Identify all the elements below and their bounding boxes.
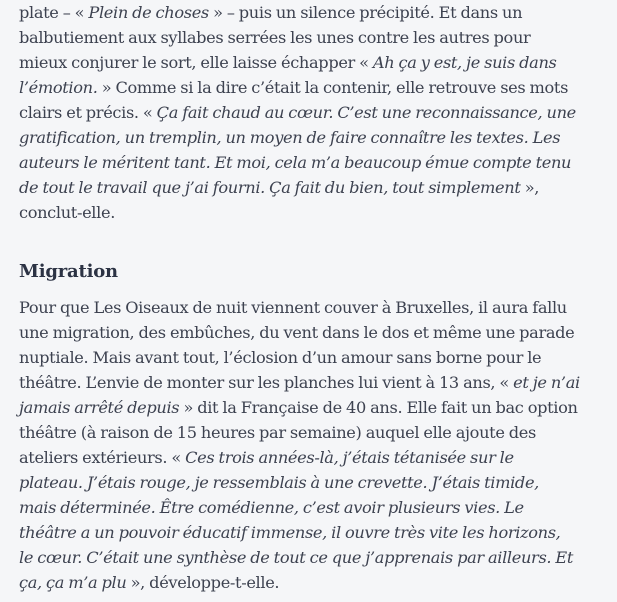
body-text: », développe-t-elle. (126, 573, 280, 592)
quote-text: Ça fait chaud au cœur. C’est une reconnaissance, une (156, 103, 576, 122)
body-text: nuptiale. Mais avant tout, l’éclosion d’un amour sans borne pour le (19, 348, 542, 367)
quote-text: le cœur. C’était une synthèse de tout ce que j’apprenais par ailleurs. Et (19, 548, 574, 567)
text-line (19, 520, 579, 545)
text-line (19, 320, 579, 345)
body-text: » – puis un silence précipité. Et dans un (208, 3, 523, 22)
text-line (19, 75, 579, 100)
body-text: conclut-elle. (19, 203, 115, 222)
article-paragraph-1 (19, 0, 579, 225)
quote-text: gratification, un tremplin, un moyen de faire connaître les textes. Les (19, 128, 561, 147)
text-line (19, 345, 579, 370)
quote-text: théâtre a un pouvoir éducatif immense, il ouvre très vite les horizons, (19, 523, 561, 542)
text-line (19, 445, 579, 470)
text-line (19, 100, 579, 125)
text-line (19, 570, 579, 595)
body-text: ateliers extérieurs. « (19, 448, 186, 467)
section-heading-migration: Migration (19, 261, 118, 282)
text-line (19, 0, 579, 25)
body-text: théâtre (à raison de 15 heures par semaine) auquel elle ajoute des (19, 423, 536, 442)
body-text: théâtre. L’envie de monter sur les planches lui vient à 13 ans, « (19, 373, 514, 392)
body-text: mieux conjurer le sort, elle laisse échapper « (19, 53, 373, 72)
quote-text: auteurs le méritent tant. Et moi, cela m’a beaucoup émue compte tenu (19, 153, 572, 172)
body-text: clairs et précis. « (19, 103, 157, 122)
text-line (19, 175, 579, 200)
text-line (19, 200, 579, 225)
quote-text: et je n’ai (513, 373, 580, 392)
text-line (19, 470, 579, 495)
text-line (19, 25, 579, 50)
quote-text: mais déterminée. Être comédienne, c’est avoir plusieurs vies. Le (19, 498, 524, 517)
quote-text: plateau. J’étais rouge, je ressemblais à une crevette. J’étais timide, (19, 473, 539, 492)
text-line (19, 125, 579, 150)
quote-text: ça, ça m’a plu (19, 573, 127, 592)
quote-text: de tout le travail que j’ai fourni. Ça fait du bien, tout simplement (19, 178, 521, 197)
text-line (19, 420, 579, 445)
quote-text: Ces trois années-là, j’étais tétanisée sur le (185, 448, 514, 467)
quote-text: jamais arrêté depuis (19, 398, 180, 417)
text-line (19, 50, 579, 75)
quote-text: l’émotion. (19, 78, 98, 97)
text-line (19, 150, 579, 175)
text-line (19, 395, 579, 420)
quote-text: Plein de choses (88, 3, 209, 22)
article-body (19, 0, 579, 595)
body-text: balbutiement aux syllabes serrées les unes contre les autres pour (19, 28, 531, 47)
text-line (19, 295, 579, 320)
article-paragraph-2 (19, 295, 579, 595)
body-text: » Comme si la dire c’était la contenir, elle retrouve ses mots (97, 78, 569, 97)
text-line (19, 370, 579, 395)
body-text: » dit la Française de 40 ans. Elle fait un bac option (179, 398, 578, 417)
text-line (19, 545, 579, 570)
body-text: », (520, 178, 540, 197)
body-text: une migration, des embûches, du vent dans le dos et même une parade (19, 323, 575, 342)
quote-text: Ah ça y est, je suis dans (372, 53, 557, 72)
text-line (19, 495, 579, 520)
body-text: plate – « (19, 3, 89, 22)
body-text: Pour que Les Oiseaux de nuit viennent couver à Bruxelles, il aura fallu (19, 298, 567, 317)
